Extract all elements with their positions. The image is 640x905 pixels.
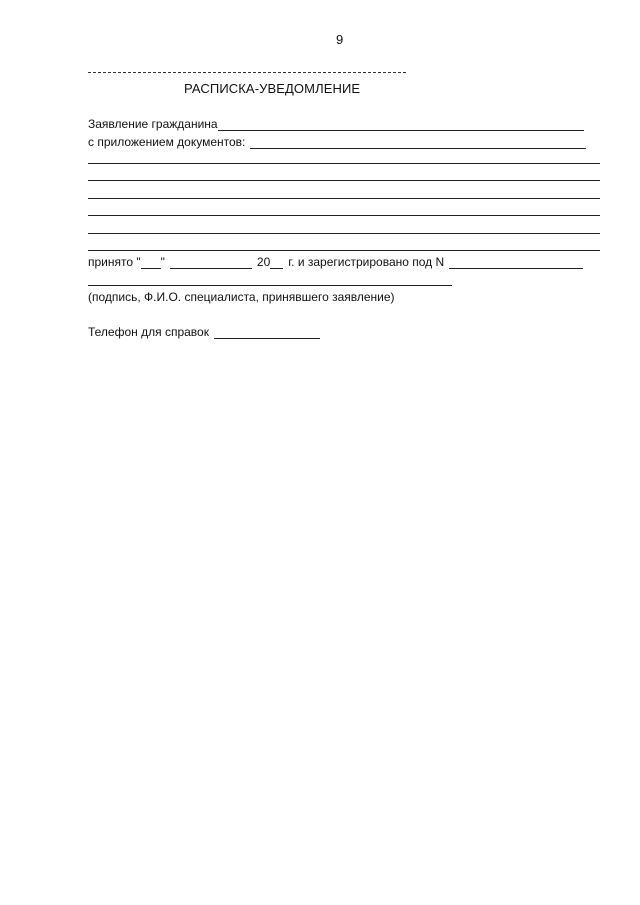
documents-line-4[interactable] — [88, 215, 600, 216]
year-field[interactable] — [270, 257, 283, 269]
documents-field[interactable] — [250, 137, 586, 149]
documents-row — [88, 135, 586, 149]
day-field[interactable] — [141, 257, 161, 269]
applicant-name-field[interactable] — [218, 119, 584, 131]
phone-field[interactable] — [214, 327, 320, 339]
documents-line-1[interactable] — [88, 163, 600, 164]
accepted-row — [88, 255, 583, 269]
year-label: 20 — [256, 255, 271, 269]
month-field[interactable] — [170, 257, 252, 269]
applicant-row — [88, 117, 584, 131]
documents-line-6[interactable] — [88, 250, 600, 251]
quote-close: " — [160, 255, 165, 269]
applicant-label: Заявление гражданина — [88, 117, 218, 131]
documents-label: с приложением документов: — [88, 135, 246, 149]
documents-line-3[interactable] — [88, 198, 600, 199]
cut-line-divider — [88, 72, 406, 73]
signature-line[interactable] — [88, 285, 452, 286]
accepted-label: принято " — [88, 255, 141, 269]
phone-label: Телефон для справок — [88, 325, 209, 339]
signature-note: (подпись, Ф.И.О. специалиста, принявшего заявление) — [88, 290, 395, 304]
registered-label: г. и зарегистрировано под N — [288, 255, 445, 269]
documents-line-2[interactable] — [88, 180, 600, 181]
document-title: РАСПИСКА-УВЕДОМЛЕНИЕ — [184, 81, 361, 96]
documents-line-5[interactable] — [88, 233, 600, 234]
registration-number-field[interactable] — [449, 257, 583, 269]
phone-row — [88, 325, 320, 339]
page-number: 9 — [336, 32, 344, 47]
